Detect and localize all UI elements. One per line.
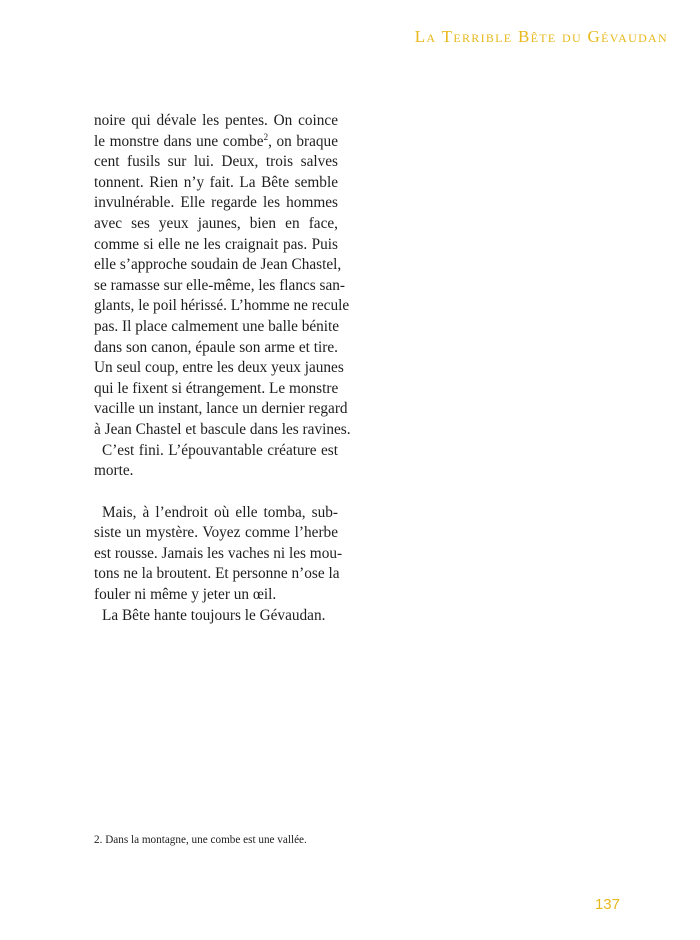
text-line: pas. Il place calmement une balle bénite: [94, 317, 340, 335]
text-line: fouler ni même y jeter un œil.: [94, 586, 277, 604]
text-line: tons ne la broutent. Et personne n’ose la: [94, 565, 340, 583]
text-line: noire qui dévale les pentes. On coince: [94, 112, 338, 129]
paragraph-spacer: [94, 482, 338, 503]
text-line: avec ses yeux jaunes, bien en face,: [94, 214, 338, 232]
paragraph-1: [94, 111, 351, 441]
text-line: tonnent. Rien n’y fait. La Bête semble: [94, 173, 338, 191]
footnote-reference[interactable]: 2: [263, 131, 269, 142]
text-line: dans son canon, épaule son arme et tire.: [94, 338, 338, 356]
text-line: glants, le poil hérissé. L’homme ne recule: [94, 297, 350, 315]
text-line: se ramasse sur elle-même, les flancs san-: [94, 276, 346, 294]
page-number: 137: [594, 896, 620, 913]
paragraph-3: [94, 503, 343, 606]
running-header: La Terrible Bête du Gévaudan: [414, 27, 668, 46]
text-line: cent fusils sur lui. Deux, trois salves: [94, 153, 338, 171]
text-line: Mais, à l’endroit où elle tomba, sub-: [102, 503, 338, 521]
text-line-with-footnote: [94, 132, 338, 153]
paragraph-2: [94, 441, 338, 482]
text-fragment: , on braque: [268, 132, 338, 150]
text-line: morte.: [94, 462, 134, 480]
text-line: Un seul coup, entre les deux yeux jaunes: [94, 359, 344, 377]
text-line: comme si elle ne les craignait pas. Puis: [94, 235, 338, 253]
text-line: est rousse. Jamais les vaches ni les mou-: [94, 544, 343, 562]
text-line: invulnérable. Elle regarde les hommes: [94, 194, 338, 212]
text-line: C’est fini. L’épouvantable créature est: [102, 441, 338, 459]
text-line: vacille un instant, lance un dernier regard: [94, 400, 348, 418]
text-line: qui le fixent si étrangement. Le monstre: [94, 379, 339, 397]
text-fragment: le monstre dans une combe: [94, 132, 264, 150]
footnote: 2. Dans la montagne, une combe est une vallée.: [94, 834, 307, 846]
text-line: elle s’approche soudain de Jean Chastel,: [94, 256, 342, 274]
text-line: La Bête hante toujours le Gévaudan.: [102, 606, 326, 624]
paragraph-4: [94, 606, 338, 627]
text-line: siste un mystère. Voyez comme l’herbe: [94, 524, 338, 542]
text-line: à Jean Chastel et bascule dans les ravines.: [94, 420, 351, 438]
main-text-column: [94, 111, 351, 626]
